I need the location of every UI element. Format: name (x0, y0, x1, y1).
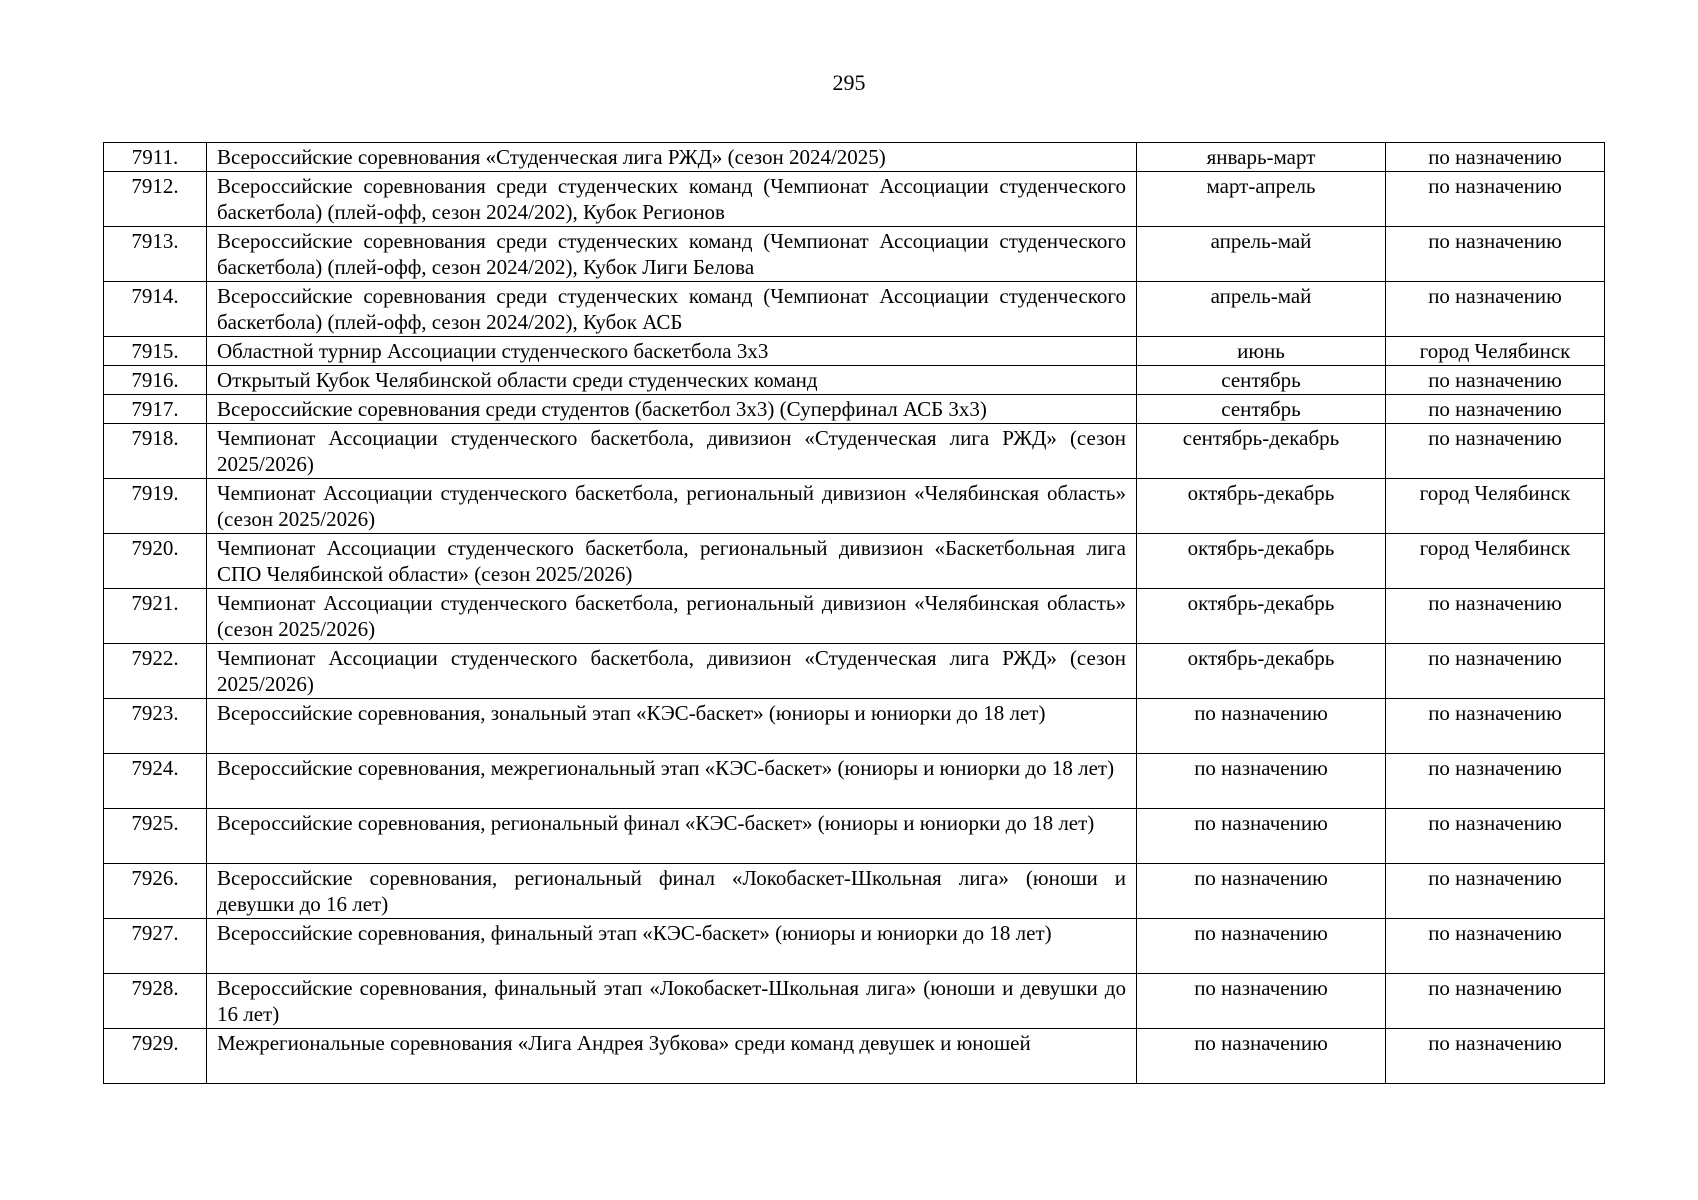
event-dates: по назначению (1137, 754, 1386, 809)
event-name: Чемпионат Ассоциации студенческого баскетбола, дивизион «Студенческая лига РЖД» (сезон 2025/2026) (207, 644, 1137, 699)
table-row (104, 754, 1605, 809)
row-number: 7912. (104, 172, 207, 227)
row-number: 7911. (104, 143, 207, 172)
event-dates: апрель-май (1137, 227, 1386, 282)
table-row (104, 919, 1605, 974)
event-dates: октябрь-декабрь (1137, 644, 1386, 699)
event-place: по назначению (1386, 172, 1605, 227)
event-place: по назначению (1386, 589, 1605, 644)
event-name: Областной турнир Ассоциации студенческого баскетбола 3х3 (207, 337, 1137, 366)
table-row (104, 424, 1605, 479)
event-dates: по назначению (1137, 1029, 1386, 1084)
event-dates: по назначению (1137, 699, 1386, 754)
table-row (104, 172, 1605, 227)
table-row (104, 864, 1605, 919)
table-row (104, 337, 1605, 366)
table-row (104, 479, 1605, 534)
event-dates: июнь (1137, 337, 1386, 366)
event-name: Чемпионат Ассоциации студенческого баскетбола, региональный дивизион «Челябинская область» (сезон 2025/2026) (207, 479, 1137, 534)
event-place: по назначению (1386, 395, 1605, 424)
row-number: 7928. (104, 974, 207, 1029)
row-number: 7917. (104, 395, 207, 424)
table-row (104, 282, 1605, 337)
row-number: 7915. (104, 337, 207, 366)
event-dates: по назначению (1137, 864, 1386, 919)
table-row (104, 644, 1605, 699)
page-number: 295 (832, 70, 866, 95)
event-place: по назначению (1386, 227, 1605, 282)
event-name: Всероссийские соревнования, региональный финал «КЭС-баскет» (юниоры и юниорки до 18 лет) (207, 809, 1137, 864)
row-number: 7920. (104, 534, 207, 589)
event-place: по назначению (1386, 754, 1605, 809)
event-dates: по назначению (1137, 919, 1386, 974)
event-place: по назначению (1386, 143, 1605, 172)
event-name: Чемпионат Ассоциации студенческого баскетбола, региональный дивизион «Баскетбольная лига СПО Челябинской области» (сезон 2025/2026) (207, 534, 1137, 589)
event-name: Открытый Кубок Челябинской области среди студенческих команд (207, 366, 1137, 395)
event-name: Всероссийские соревнования, межрегиональный этап «КЭС-баскет» (юниоры и юниорки до 18 лет) (207, 754, 1137, 809)
event-name: Всероссийские соревнования, финальный этап «Локобаскет-Школьная лига» (юноши и девушки до 16 лет) (207, 974, 1137, 1029)
table-row (104, 699, 1605, 754)
event-dates: октябрь-декабрь (1137, 534, 1386, 589)
row-number: 7919. (104, 479, 207, 534)
event-place: по назначению (1386, 699, 1605, 754)
event-dates: сентябрь (1137, 395, 1386, 424)
row-number: 7926. (104, 864, 207, 919)
event-name: Чемпионат Ассоциации студенческого баскетбола, региональный дивизион «Челябинская область» (сезон 2025/2026) (207, 589, 1137, 644)
table-row (104, 809, 1605, 864)
row-number: 7924. (104, 754, 207, 809)
row-number: 7914. (104, 282, 207, 337)
event-dates: октябрь-декабрь (1137, 589, 1386, 644)
event-dates: по назначению (1137, 809, 1386, 864)
event-name: Чемпионат Ассоциации студенческого баскетбола, дивизион «Студенческая лига РЖД» (сезон 2025/2026) (207, 424, 1137, 479)
table-row (104, 1029, 1605, 1084)
row-number: 7925. (104, 809, 207, 864)
event-dates: октябрь-декабрь (1137, 479, 1386, 534)
event-place: по назначению (1386, 974, 1605, 1029)
table-row (104, 366, 1605, 395)
row-number: 7923. (104, 699, 207, 754)
row-number: 7927. (104, 919, 207, 974)
row-number: 7921. (104, 589, 207, 644)
event-dates: апрель-май (1137, 282, 1386, 337)
event-place: по назначению (1386, 919, 1605, 974)
event-name: Всероссийские соревнования среди студентов (баскетбол 3х3) (Суперфинал АСБ 3х3) (207, 395, 1137, 424)
row-number: 7916. (104, 366, 207, 395)
row-number: 7922. (104, 644, 207, 699)
event-place: по назначению (1386, 809, 1605, 864)
row-number: 7918. (104, 424, 207, 479)
event-name: Всероссийские соревнования среди студенческих команд (Чемпионат Ассоциации студенческого баскетбола) (плей-офф, сезон 2024/202), Кубок Регионов (207, 172, 1137, 227)
row-number: 7929. (104, 1029, 207, 1084)
event-place: город Челябинск (1386, 534, 1605, 589)
event-name: Всероссийские соревнования, зональный этап «КЭС-баскет» (юниоры и юниорки до 18 лет) (207, 699, 1137, 754)
event-place: город Челябинск (1386, 479, 1605, 534)
event-place: город Челябинск (1386, 337, 1605, 366)
event-place: по назначению (1386, 864, 1605, 919)
table-row (104, 227, 1605, 282)
event-place: по назначению (1386, 366, 1605, 395)
event-dates: март-апрель (1137, 172, 1386, 227)
table-row (104, 974, 1605, 1029)
event-name: Межрегиональные соревнования «Лига Андрея Зубкова» среди команд девушек и юношей (207, 1029, 1137, 1084)
events-table (103, 142, 1605, 1084)
row-number: 7913. (104, 227, 207, 282)
table-row (104, 534, 1605, 589)
event-place: по назначению (1386, 644, 1605, 699)
event-place: по назначению (1386, 424, 1605, 479)
event-dates: январь-март (1137, 143, 1386, 172)
table-row (104, 589, 1605, 644)
event-dates: сентябрь (1137, 366, 1386, 395)
event-name: Всероссийские соревнования, региональный финал «Локобаскет-Школьная лига» (юноши и девушки до 16 лет) (207, 864, 1137, 919)
table-row (104, 395, 1605, 424)
event-name: Всероссийские соревнования среди студенческих команд (Чемпионат Ассоциации студенческого баскетбола) (плей-офф, сезон 2024/202), Кубок АСБ (207, 282, 1137, 337)
event-name: Всероссийские соревнования «Студенческая лига РЖД» (сезон 2024/2025) (207, 143, 1137, 172)
event-dates: сентябрь-декабрь (1137, 424, 1386, 479)
table-row (104, 143, 1605, 172)
event-name: Всероссийские соревнования среди студенческих команд (Чемпионат Ассоциации студенческого баскетбола) (плей-офф, сезон 2024/202), Кубок Лиги Белова (207, 227, 1137, 282)
event-place: по назначению (1386, 282, 1605, 337)
event-place: по назначению (1386, 1029, 1605, 1084)
event-dates: по назначению (1137, 974, 1386, 1029)
event-name: Всероссийские соревнования, финальный этап «КЭС-баскет» (юниоры и юниорки до 18 лет) (207, 919, 1137, 974)
